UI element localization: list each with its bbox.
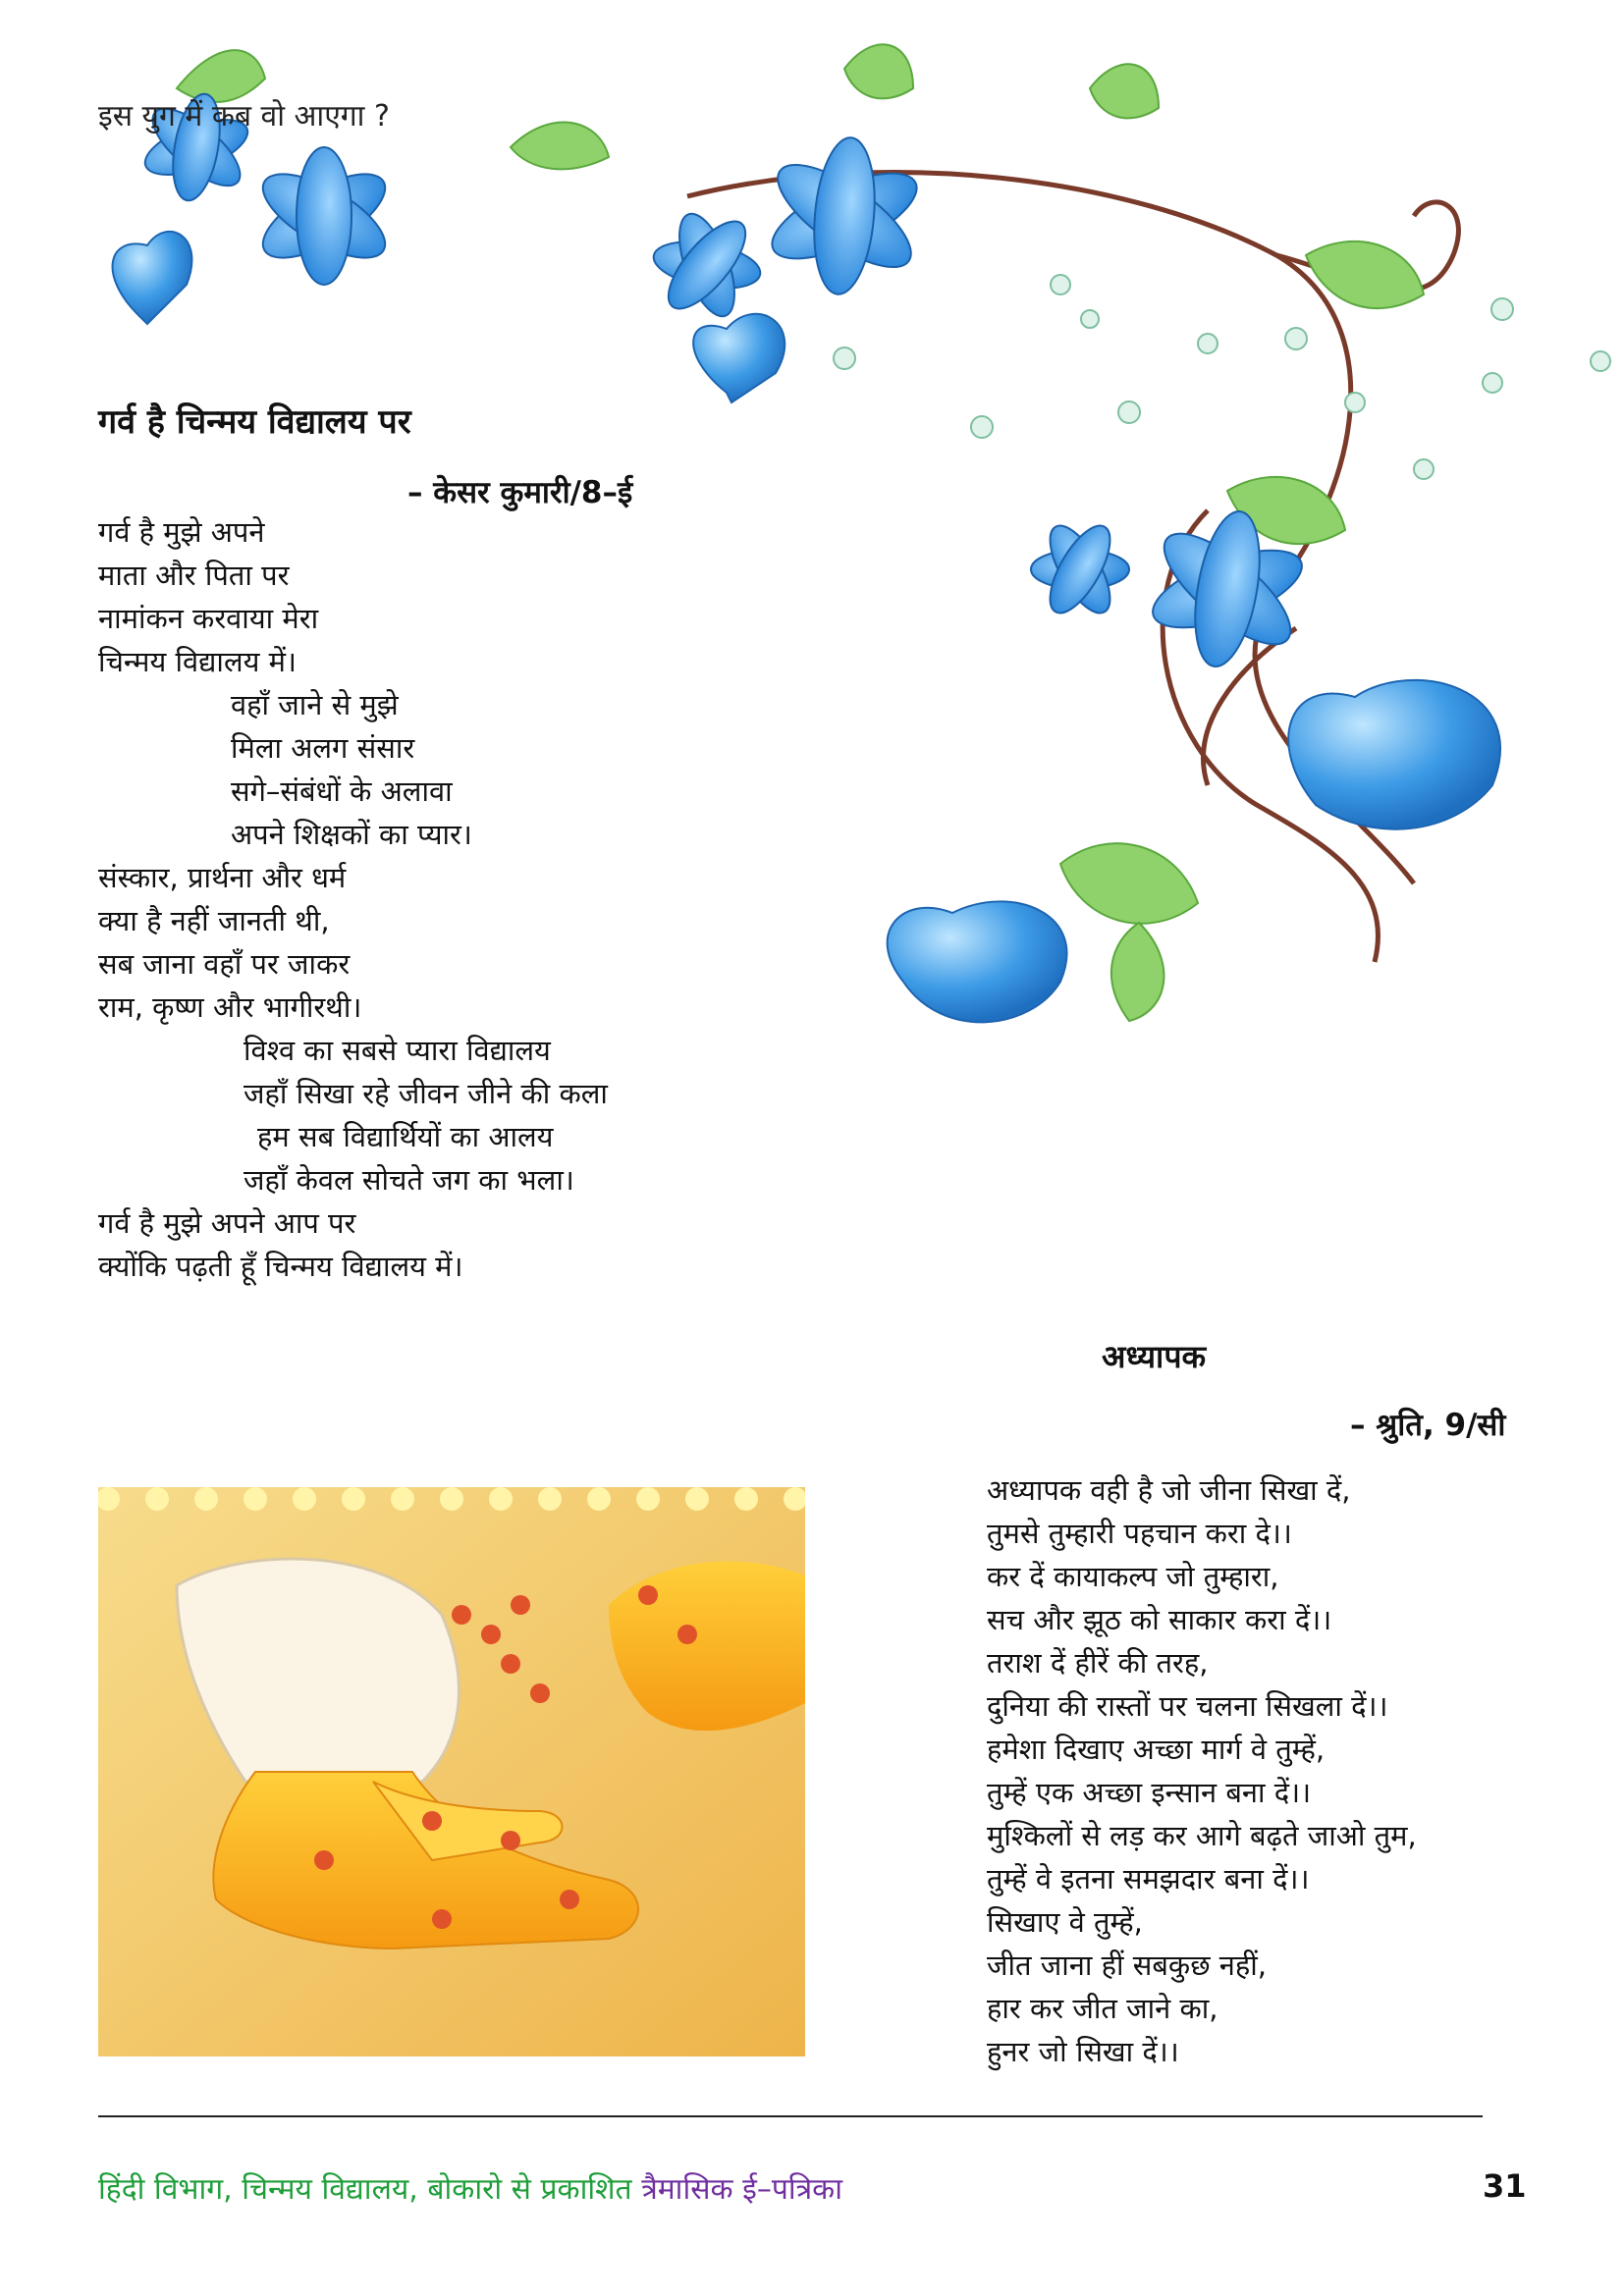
poem-line: हार कर जीत जाने का, xyxy=(987,1992,1218,2025)
poem-line: जहाँ केवल सोचते जग का भला। xyxy=(244,1163,574,1197)
poem-title: गर्व है चिन्मय विद्यालय पर xyxy=(98,402,411,442)
poem-line: गर्व है मुझे अपने xyxy=(98,515,265,549)
poem-line: माता और पिता पर xyxy=(98,559,290,592)
poem-line: नामांकन करवाया मेरा xyxy=(98,602,319,635)
poem-line: हुनर जो सिखा दें।। xyxy=(987,2035,1179,2068)
poem-line: संस्कार, प्रार्थना और धर्म xyxy=(98,861,347,894)
poem-line: गर्व है मुझे अपने आप पर xyxy=(98,1206,356,1240)
poem-line: क्या है नहीं जानती थी, xyxy=(98,904,330,937)
poem-line: तुमसे तुम्हारी पहचान करा दे।। xyxy=(987,1517,1292,1550)
poem-line: दुनिया की रास्तों पर चलना सिखला दें।। xyxy=(987,1689,1388,1723)
poem-line: अध्यापक वही है जो जीना सिखा दें, xyxy=(987,1473,1351,1507)
poem-line: मिला अलग संसार xyxy=(231,731,415,765)
poem-body xyxy=(987,1468,1417,2073)
footer-text xyxy=(98,2167,842,2208)
poem-line: मुश्किलों से लड़ कर आगे बढ़ते जाओ तुम, xyxy=(987,1819,1417,1852)
poem-line: क्योंकि पढ़ती हूँ चिन्मय विद्यालय में। xyxy=(98,1250,463,1283)
poem-line: सब जाना वहाँ पर जाकर xyxy=(98,947,351,981)
poem-line: चिन्मय विद्यालय में। xyxy=(98,645,297,678)
poem-line: वहाँ जाने से मुझे xyxy=(231,688,399,721)
page-number: 31 xyxy=(1483,2167,1527,2205)
poem-line: तुम्हें वे इतना समझदार बना दें।। xyxy=(987,1862,1310,1896)
poem-line: तराश दें हीरें की तरह, xyxy=(987,1646,1209,1680)
poem-line: कर दें कायाकल्प जो तुम्हारा, xyxy=(987,1560,1279,1593)
poem-line: जहाँ सिखा रहे जीवन जीने की कला xyxy=(244,1077,608,1110)
poem-author: – केसर कुमारी/8–ई xyxy=(407,475,633,510)
poem-line: सच और झूठ को साकार करा दें।। xyxy=(987,1603,1332,1636)
poem-line: विश्व का सबसे प्यारा विद्यालय xyxy=(244,1034,551,1067)
poem-line: राम, कृष्ण और भागीरथी। xyxy=(98,990,362,1024)
footer-magazine: त्रैमासिक ई–पत्रिका xyxy=(641,2172,842,2207)
footer-divider xyxy=(98,2115,1483,2117)
poem-line: सगे–संबंधों के अलावा xyxy=(231,774,453,808)
poem-line: हम सब विद्यार्थियों का आलय xyxy=(257,1120,554,1153)
poem-title: अध्यापक xyxy=(1102,1338,1207,1375)
top-poem-line: इस युग में कब वो आएगा ? xyxy=(98,99,390,133)
poem-line: हमेशा दिखाए अच्छा मार्ग वे तुम्हें, xyxy=(987,1733,1326,1766)
poem-body xyxy=(98,510,608,1288)
poem-line: अपने शिक्षकों का प्यार। xyxy=(231,818,472,851)
poem-line: जीत जाना हीं सबकुछ नहीं, xyxy=(987,1949,1267,1982)
poem-line: सिखाए वे तुम्हें, xyxy=(987,1905,1143,1939)
footer-publisher: हिंदी विभाग, चिन्मय विद्यालय, बोकारो से प्रकाशित xyxy=(98,2172,632,2207)
feet-illustration xyxy=(98,1487,805,2056)
poem-author: – श्रुति, 9/सी xyxy=(1350,1408,1506,1443)
poem-line: तुम्हें एक अच्छा इन्सान बना दें।। xyxy=(987,1776,1312,1809)
